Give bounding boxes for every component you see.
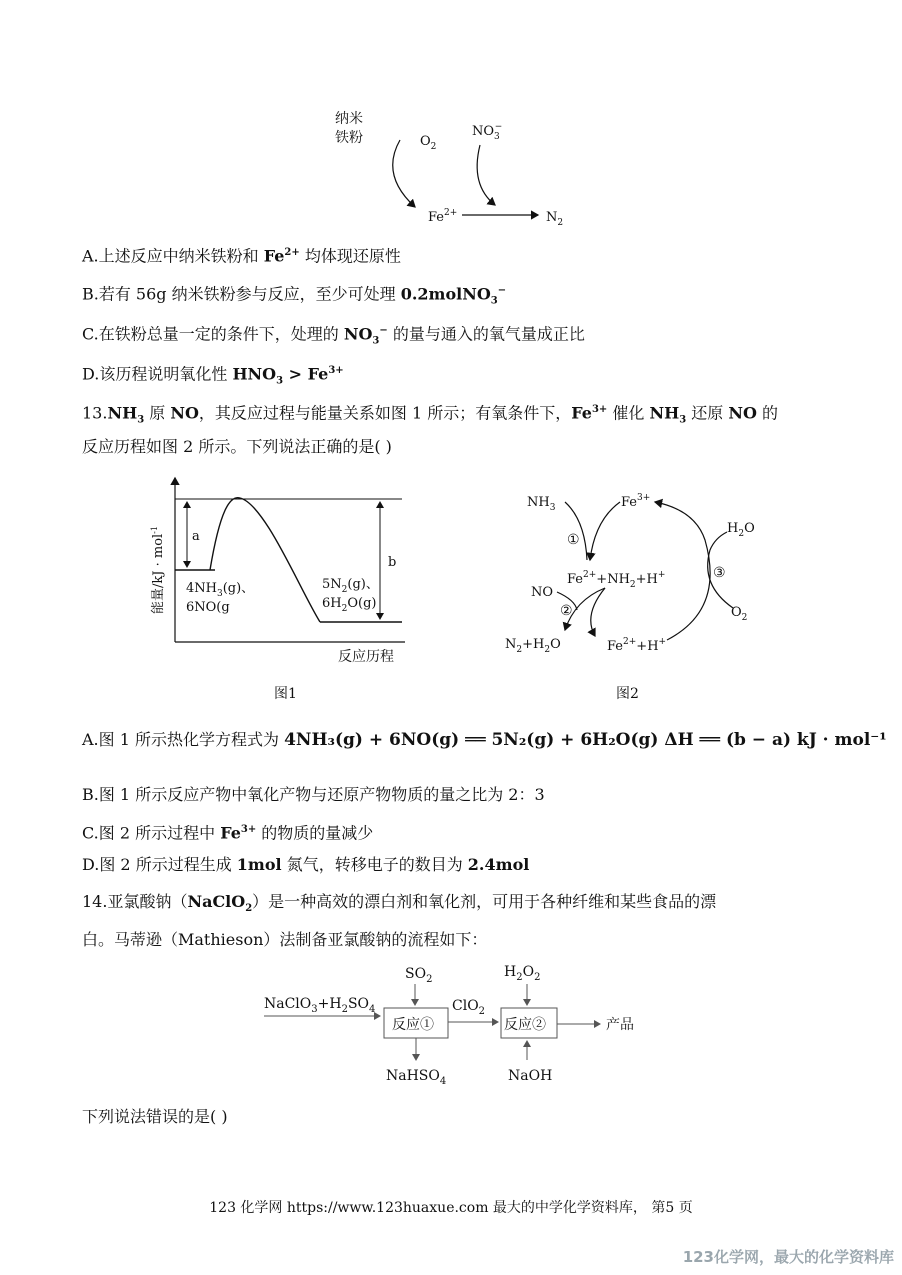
h2o-label: $H_2O$ [727,521,755,539]
site-watermark: 123化学网，最大的化学资料库 [682,1248,894,1266]
input-reagents: $NaClO_3+H_2SO_4$ [264,996,376,1015]
product-line2: $6H_2O(g)$ [322,596,377,614]
arrow-fe3-in [590,502,620,560]
q12-option-c: C.在铁粉总量一定的条件下，处理的 $NO_3^-$ 的量与通入的氧气量成正比 [82,324,585,347]
reactant-line2: 6NO(g [186,600,230,615]
q14-stem-line2: 白。马蒂逊（Mathieson）法制备亚氯酸钠的流程如下： [82,930,488,949]
reaction-2-label: 反应② [504,1017,546,1033]
h2o2-label: $H_2O_2$ [504,964,541,983]
q13-option-b: B.图 1 所示反应产物中氧化产物与还原产物物质的量之比为 2：3 [82,785,545,804]
nano-label-1: 纳米 [335,111,363,127]
energy-diagram [140,470,410,675]
energy-y-label: 能量/kJ · mol$^{-1}$ [150,526,166,614]
page-footer: 123 化学网 https://www.123huaxue.com 最大的中学化学资料库， 第5 页 [209,1200,693,1216]
q14-stem-line1: 14.亚氯酸钠（NaClO$_2$）是一种高效的漂白剂和氧化剂，可用于各种纤维和某些食品的漂 [82,892,717,915]
clo2-label: ClO$_2$ [452,998,486,1017]
product-n2-h2o: $N_2+H_2O$ [505,637,561,655]
q13-option-a: A.图 1 所示热化学方程式为 4NH₃(g) + 6NO(g) ══ 5N₂(g) + 6H₂O(g) ΔH ══ (b − a) kJ · mol⁻¹ [82,730,887,750]
product-label: 产品 [606,1017,634,1033]
process-flow-chart [260,958,680,1090]
product-fe2-h: $Fe^{2+}+H^+$ [607,637,667,654]
arrow-nano-to-fe2 [393,140,415,207]
o2-label: $O_2$ [420,134,437,152]
q13-option-d: D.图 2 所示过程生成 1mol 氮气，转移电子的数目为 2.4mol [82,855,530,874]
step-2-label: ② [560,603,573,619]
arrow-no3 [477,145,495,205]
nahso4-label: NaHSO$_4$ [386,1068,447,1087]
arrow-to-fe2 [591,588,605,636]
product-line1: $5N_2(g)$、 [322,577,379,595]
naoh-label: NaOH [508,1068,553,1084]
nh3-label: $NH_3$ [527,495,556,513]
nano-iron-diagram [320,105,580,230]
arrow-nh3-in [565,502,587,560]
q12-option-d: D.该历程说明氧化性 $HNO_3 > Fe^{3+}$ [82,364,344,387]
reactant-line1: $4NH_3(g)$、 [186,581,255,599]
q14-stem-line3: 下列说法错误的是( ) [82,1107,228,1126]
no3-label: $NO_3-$ [472,122,503,142]
label-a: a [192,529,200,544]
energy-x-label: 反应历程 [338,649,394,665]
step-1-label: ① [567,532,580,548]
label-b: b [388,555,397,570]
q13-stem-line1: $13.NH_3$ 原 NO，其反应过程与能量关系如图 1 所示；有氧条件下，$Fe^{3+}$ 催化 $NH_3$ 还原 NO 的 [82,403,779,426]
o2-label-fig2: $O_2$ [731,605,748,623]
fe3-label: $Fe^{3+}$ [621,493,651,510]
q12-option-b: B.若有 56g 纳米铁粉参与反应，至少可处理 0.2molNO$_3$− [82,284,507,307]
n2-label: $N_2$ [546,210,564,228]
thermochemical-equation: 4NH₃(g) + 6NO(g) ══ 5N₂(g) + 6H₂O(g) ΔH ══ (b − a) kJ · mol⁻¹ [284,730,887,750]
nano-label-2: 铁粉 [335,130,363,146]
reaction-1-label: 反应① [392,1017,434,1033]
intermediate-label: $Fe^{2+}+NH_2+H^+$ [567,570,666,590]
fe2-label: $Fe^{2+}$ [428,208,458,225]
figure-2-caption: 图2 [616,686,639,702]
q13-stem-line2: 反应历程如图 2 所示。下列说法正确的是( ) [82,437,392,456]
so2-label: $SO_2$ [405,966,433,985]
q13-option-c: C.图 2 所示过程中 $Fe^{3+}$ 的物质的量减少 [82,823,374,843]
catalytic-cycle-diagram [495,480,785,670]
q12-option-a: A.上述反应中纳米铁粉和 $Fe^{2+}$ 均体现还原性 [82,246,401,266]
figure-1-caption: 图1 [274,686,297,702]
no-label: NO [531,585,554,600]
step-3-label: ③ [713,565,726,581]
